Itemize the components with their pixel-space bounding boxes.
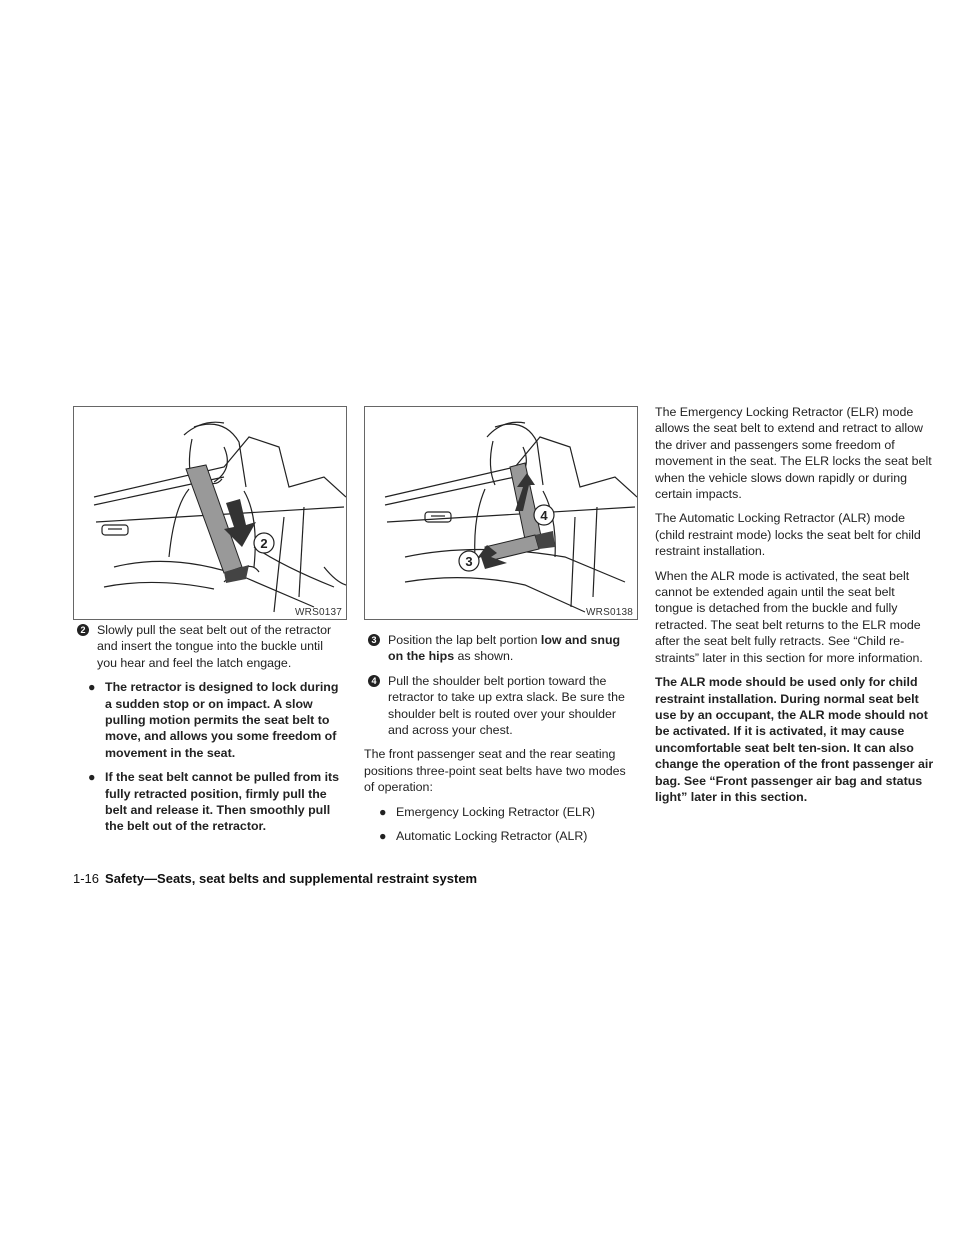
bullet-retractor-lock xyxy=(73,679,345,761)
page-footer xyxy=(73,871,477,886)
paragraph-elr: The Emergency Locking Retractor (ELR) mode allows the seat belt to extend and retract to allow the driver and passengers some freedom of movement in the seat. The ELR locks the seat belt when the vehicle slows down rapidly or during certain impacts. xyxy=(655,405,932,502)
step-4-text: Pull the shoulder belt portion toward the retractor to take up extra slack. Be sure the shoulder belt is routed over your shoulder and across your chest. xyxy=(388,673,625,738)
paragraph-alr: The Automatic Locking Retractor (ALR) mode (child restraint mode) locks the seat belt for child restraint installation. xyxy=(655,511,921,559)
bullet-text: The retractor is designed to lock during a sudden stop or on impact. A slow pulling motion permits the seat belt to move, and allows you some freedom of movement in the seat. xyxy=(105,680,339,760)
callout-4-label: 4 xyxy=(540,508,548,523)
column-1 xyxy=(73,622,345,843)
column-2 xyxy=(364,632,636,852)
lap-belt-illustration xyxy=(365,407,637,619)
seatbelt-buckle-illustration xyxy=(74,407,346,619)
figure-code: WRS0138 xyxy=(586,607,633,618)
section-title: Safety—Seats, seat belts and supplemental restraint system xyxy=(105,871,478,886)
bullet-alr xyxy=(364,828,636,844)
column-3 xyxy=(655,404,936,813)
bullet-text: Automatic Locking Retractor (ALR) xyxy=(396,829,588,844)
step-3-text-end: as shown. xyxy=(454,649,514,664)
bullet-icon: ● xyxy=(88,770,96,785)
figure-lap-belt-position xyxy=(364,406,638,620)
bullet-pull-belt xyxy=(73,769,345,835)
figure-seatbelt-buckle xyxy=(73,406,347,620)
paragraph-modes: The front passenger seat and the rear seating positions three-point seat belts have two modes of operation: xyxy=(364,747,626,795)
bullet-text: If the seat belt cannot be pulled from its fully retracted position, firmly pull the belt and release it. Then smoothly pull the belt out of the retractor. xyxy=(105,770,340,834)
step-4 xyxy=(364,673,636,739)
bullet-icon: ● xyxy=(379,829,387,844)
step-number-badge: 2 xyxy=(77,624,89,636)
step-3 xyxy=(364,632,636,665)
callout-3-label: 3 xyxy=(465,554,473,569)
bullet-text: Emergency Locking Retractor (ELR) xyxy=(396,804,596,819)
page-number: 1-16 xyxy=(73,871,100,886)
bullet-icon: ● xyxy=(379,804,387,819)
step-2-text: Slowly pull the seat belt out of the retractor and insert the tongue into the buckle until you hear and feel the latch engage. xyxy=(97,623,332,670)
paragraph-alr-warning: The ALR mode should be used only for child restraint installation. During normal seat belt use by an occupant, the ALR mode should not be activated. If it is activated, it may cause uncomfortable seat belt ten-sion. It can also change the operation of the front passenger air bag. See “Front passenger air bag and status light” later in this section. xyxy=(655,675,934,804)
figure-code: WRS0137 xyxy=(295,607,342,618)
paragraph-alr-activated: When the ALR mode is activated, the seat belt cannot be extended again until the seat belt tongue is detached from the buckle and fully retracted. The seat belt returns to the ELR mode after the seat belt fully retracts. See “Child re-straints” later in this section for more information. xyxy=(655,568,923,665)
step-2 xyxy=(73,622,345,671)
step-3-text: Position the lap belt portion xyxy=(388,633,541,647)
step-3-emphasis: low and snug on the hips xyxy=(388,633,621,664)
bullet-icon: ● xyxy=(88,680,96,695)
step-number-badge: 3 xyxy=(368,634,380,646)
bullet-elr xyxy=(364,804,636,820)
step-number-badge: 4 xyxy=(368,675,380,687)
callout-2-label: 2 xyxy=(260,536,268,551)
